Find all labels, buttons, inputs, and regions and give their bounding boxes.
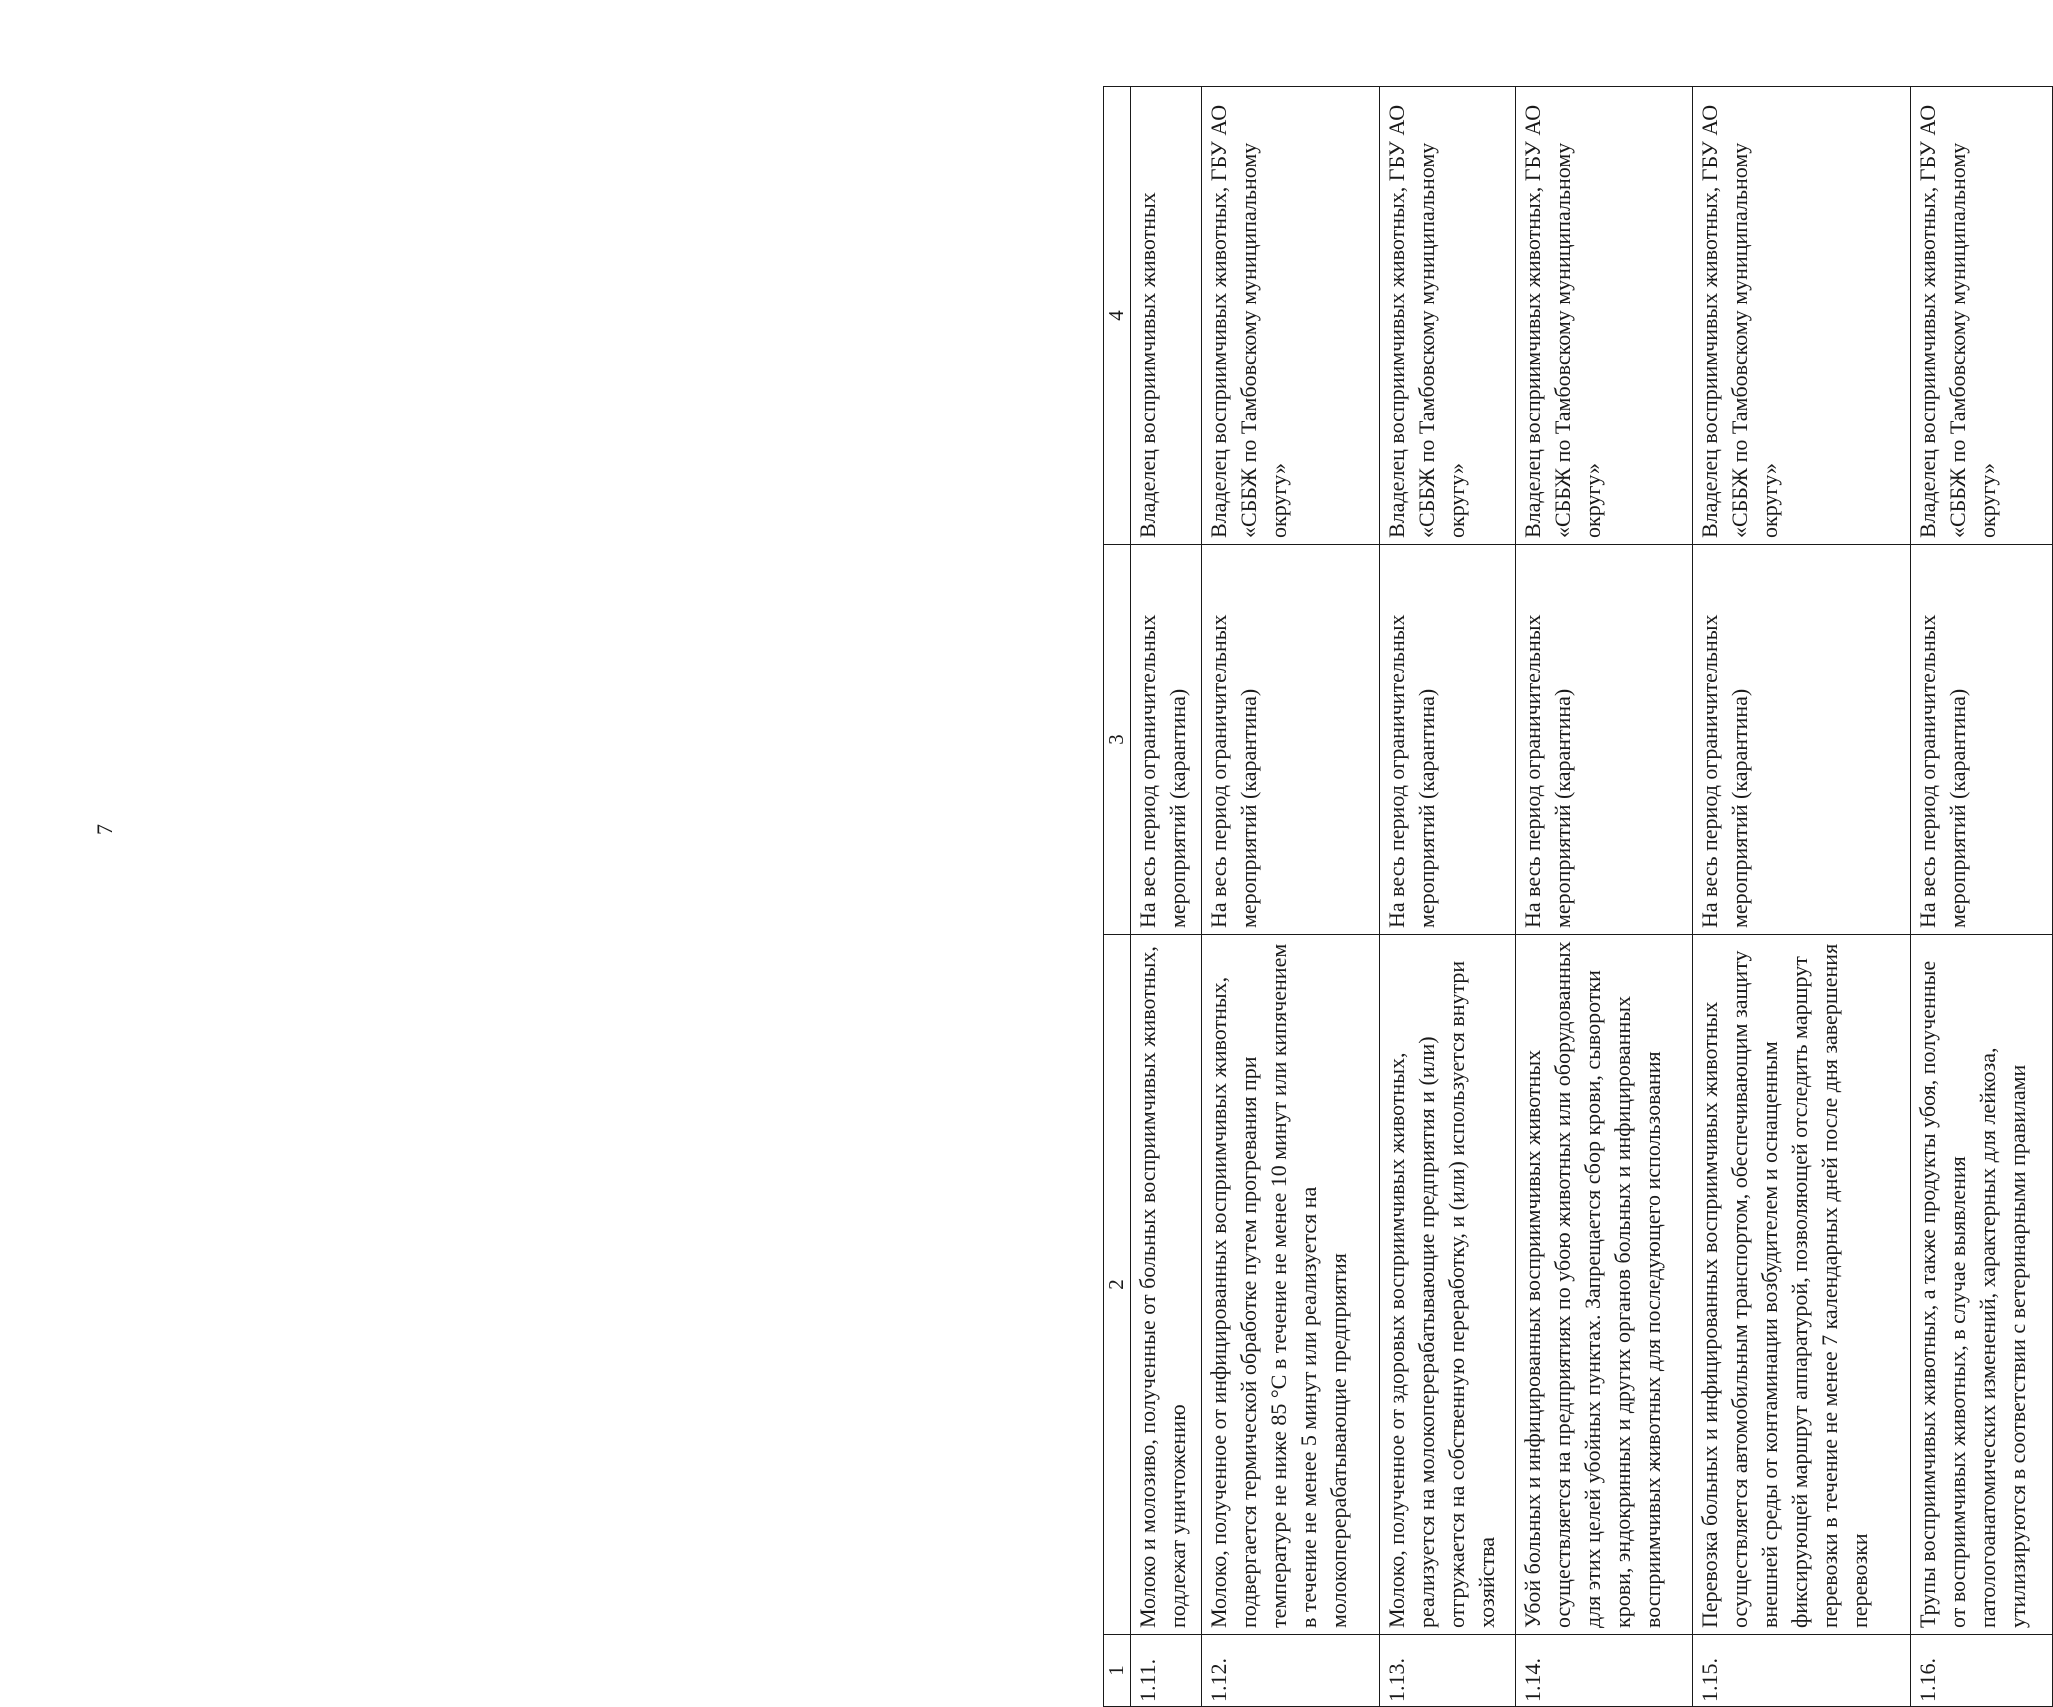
header-col-2: 2 bbox=[1104, 935, 1131, 1635]
header-row bbox=[1104, 87, 1131, 1707]
row-number: 1.12. bbox=[1201, 1635, 1380, 1707]
row-number: 1.13. bbox=[1380, 1635, 1516, 1707]
responsible-cell: Владелец восприимчивых животных, ГБУ АО «СББЖ по Тамбовскому муниципальному округу» bbox=[1380, 87, 1516, 545]
period-cell: На весь период ограничительных мероприятий (карантина) bbox=[1692, 545, 1910, 935]
header-col-1: 1 bbox=[1104, 1635, 1131, 1707]
measure-cell: Трупы восприимчивых животных, а также продукты убоя, полученные от восприимчивых животных, в случае выявления патологоанатомических изменений, характерных для лейкоза, утилизируются в соответствии с ветеринарными правилами bbox=[1910, 935, 2052, 1635]
measures-table bbox=[1103, 86, 2053, 1707]
measure-cell: Молоко, полученное от здоровых восприимчивых животных, реализуется на молокоперерабатывающие предприятия и (или) отгружается на собственную переработку, и (или) используется внутри хозяйства bbox=[1380, 935, 1516, 1635]
responsible-cell: Владелец восприимчивых животных, ГБУ АО «СББЖ по Тамбовскому муниципальному округу» bbox=[1692, 87, 1910, 545]
period-cell: На весь период ограничительных мероприятий (карантина) bbox=[1516, 545, 1693, 935]
measure-cell: Молоко, полученное от инфицированных восприимчивых животных, подвергается термической обработке путем прогревания при температуре не ниже 85 °С в течение не менее 10 минут или кипячением в течение не менее 5 минут или реализуется на молокоперерабатывающие предприятия bbox=[1201, 935, 1380, 1635]
row-number: 1.14. bbox=[1516, 1635, 1693, 1707]
responsible-cell: Владелец восприимчивых животных, ГБУ АО «СББЖ по Тамбовскому муниципальному округу» bbox=[1910, 87, 2052, 545]
measure-cell: Убой больных и инфицированных восприимчивых животных осуществляется на предприятиях по убою животных или оборудованных для этих целей убойных пунктах. Запрещается сбор крови, сыворотки крови, эндокринных и других органов больных и инфицированных восприимчивых животных для последующего использования bbox=[1516, 935, 1693, 1635]
measure-cell: Молоко и молозиво, полученные от больных восприимчивых животных, подлежат уничтожению bbox=[1131, 935, 1202, 1635]
header-col-3: 3 bbox=[1104, 545, 1131, 935]
table-row bbox=[1692, 87, 1910, 1707]
page-number: 7 bbox=[92, 824, 117, 835]
table-row bbox=[1910, 87, 2052, 1707]
row-number: 1.16. bbox=[1910, 1635, 2052, 1707]
measures-table-rotated bbox=[1103, 87, 2053, 1707]
responsible-cell: Владелец восприимчивых животных, ГБУ АО «СББЖ по Тамбовскому муниципальному округу» bbox=[1201, 87, 1380, 545]
header-col-4: 4 bbox=[1104, 87, 1131, 545]
row-number: 1.15. bbox=[1692, 1635, 1910, 1707]
period-cell: На весь период ограничительных мероприятий (карантина) bbox=[1201, 545, 1380, 935]
table-row bbox=[1131, 87, 1202, 1707]
period-cell: На весь период ограничительных мероприятий (карантина) bbox=[1380, 545, 1516, 935]
table-row bbox=[1380, 87, 1516, 1707]
row-number: 1.11. bbox=[1131, 1635, 1202, 1707]
period-cell: На весь период ограничительных мероприятий (карантина) bbox=[1910, 545, 2052, 935]
responsible-cell: Владелец восприимчивых животных, ГБУ АО «СББЖ по Тамбовскому муниципальному округу» bbox=[1516, 87, 1693, 545]
responsible-cell: Владелец восприимчивых животных bbox=[1131, 87, 1202, 545]
measure-cell: Перевозка больных и инфицированных восприимчивых животных осуществляется автомобильным транспортом, обеспечивающим защиту внешней среды от контаминации возбудителем и оснащенным фиксирующей маршрут аппаратурой, позволяющей отследить маршрут перевозки в течение не менее 7 календарных дней после дня завершения перевозки bbox=[1692, 935, 1910, 1635]
table-row bbox=[1516, 87, 1693, 1707]
table-row bbox=[1201, 87, 1380, 1707]
period-cell: На весь период ограничительных мероприятий (карантина) bbox=[1131, 545, 1202, 935]
